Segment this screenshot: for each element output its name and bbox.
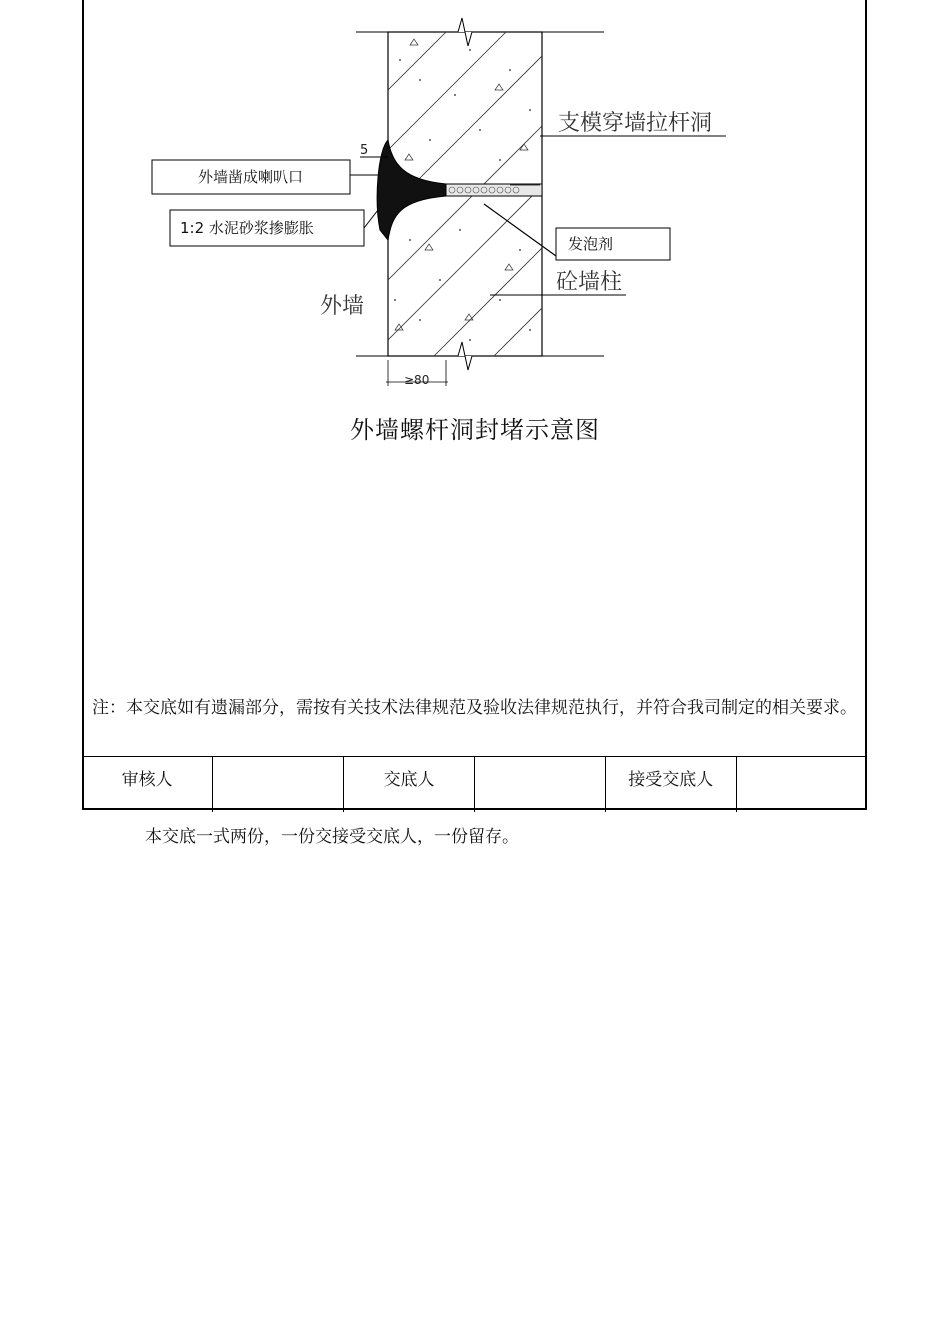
exterior-wall-label: 外墙 (320, 294, 365, 319)
reviewer-label: 审核人 (82, 757, 213, 813)
foam-label: 发泡剂 (568, 235, 614, 253)
wall-section-drawing (0, 0, 950, 400)
note-text: 注：本交底如有遗漏部分，需按有关技术法律规范及验收法律规范执行，并符合我司制定的相关要求。 (92, 698, 857, 718)
discloser-field[interactable] (474, 757, 605, 813)
receiver-field[interactable] (736, 757, 867, 813)
reviewer-field[interactable] (213, 757, 344, 813)
concrete-column-label: 砼墙柱 (556, 270, 623, 295)
rod-hole-label: 支模穿墙拉杆洞 (558, 111, 713, 136)
figure-caption: 外墙螺杆洞封堵示意图 (350, 416, 600, 444)
discloser-label: 交底人 (344, 757, 475, 813)
dim-80-label: ≥80 (404, 373, 430, 387)
dim-5-label: 5 (360, 143, 369, 158)
receiver-label: 接受交底人 (605, 757, 736, 813)
footnote-text: 本交底一式两份，一份交接受交底人，一份留存。 (145, 827, 519, 847)
mortar-label: 1:2 水泥砂浆掺膨胀 (180, 219, 314, 237)
chisel-flare-label: 外墙凿成喇叭口 (198, 168, 304, 186)
foam-filled-hole (446, 184, 542, 196)
signature-table (82, 756, 867, 812)
